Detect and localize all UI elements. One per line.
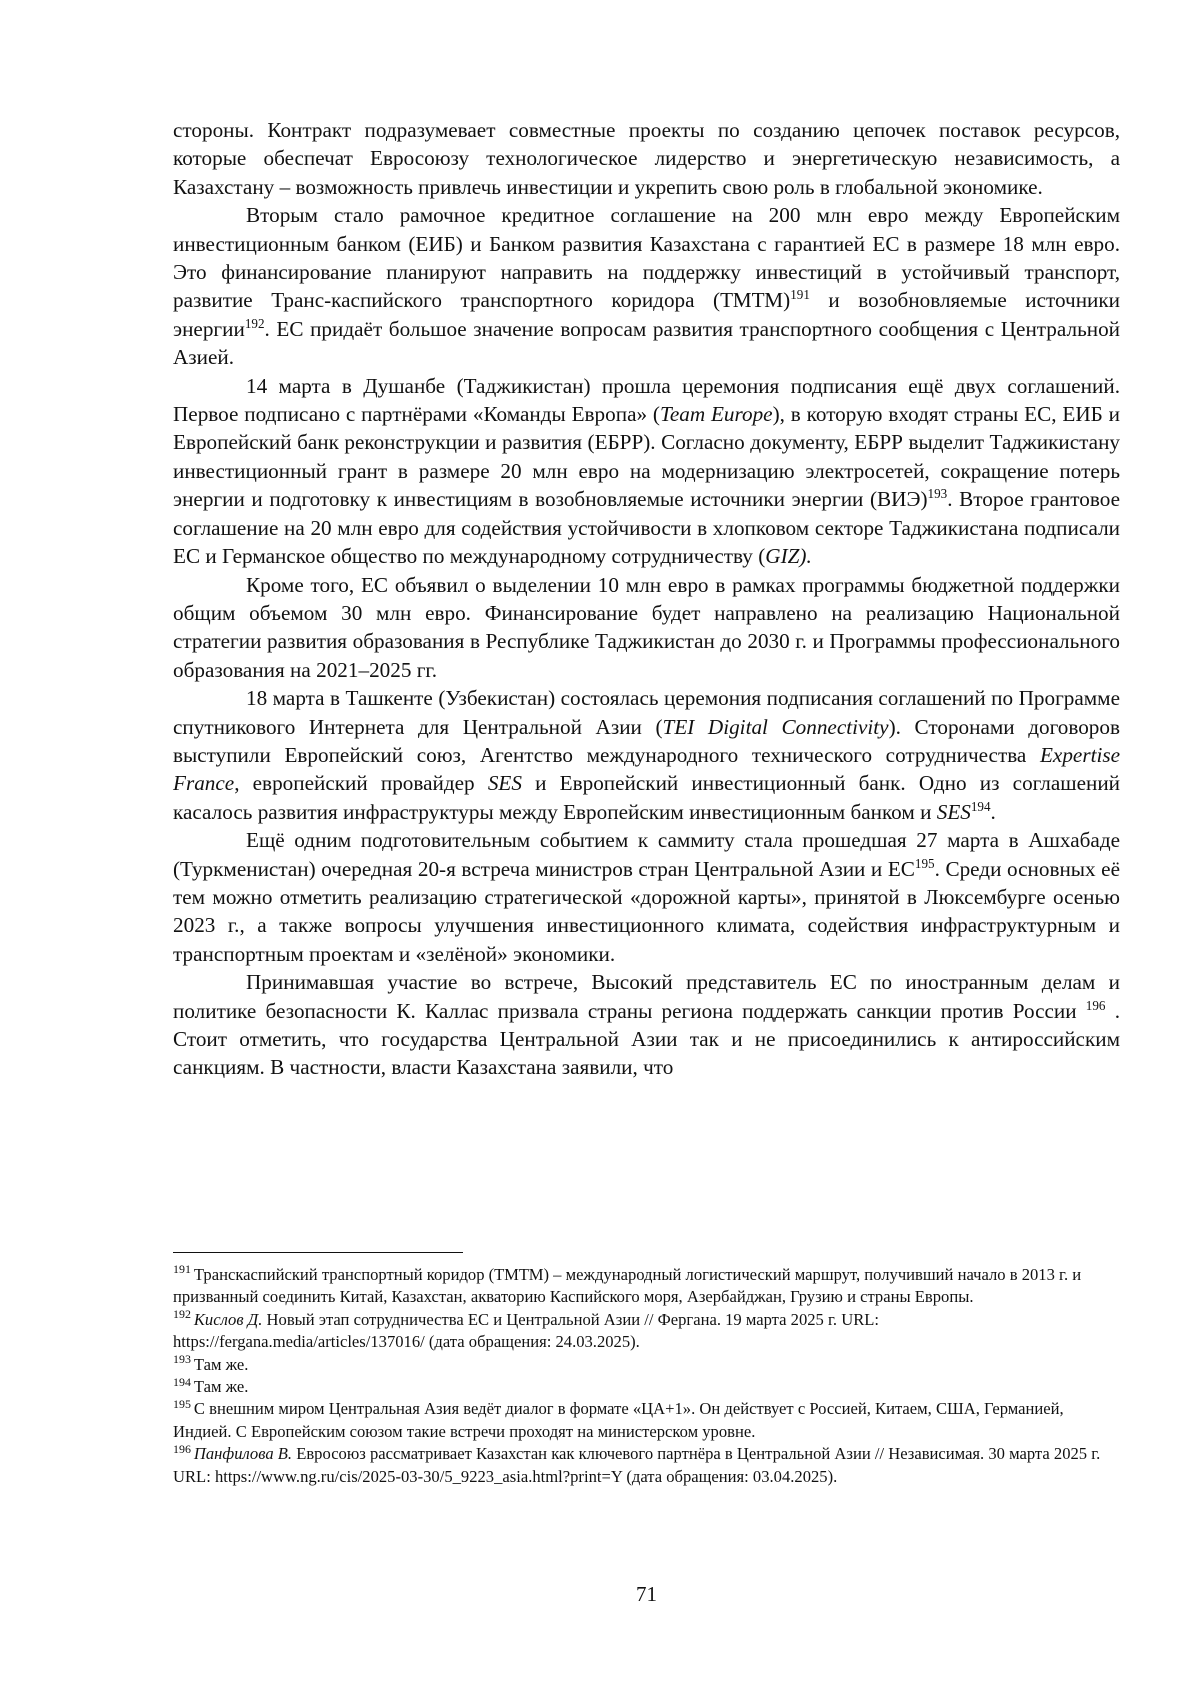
footnote-191 bbox=[173, 1264, 1120, 1309]
italic-term: GIZ). bbox=[765, 544, 812, 569]
text-run: . ЕС придаёт большое значение вопросам развития транспортного сообщения с Центральной Азией. bbox=[173, 316, 1120, 370]
footnote-number: 191 bbox=[173, 1262, 191, 1277]
footnote-number: 195 bbox=[173, 1396, 191, 1411]
footnote-separator bbox=[173, 1252, 463, 1253]
text-run: Принимавшая участие во встрече, Высокий представитель ЕС по иностранным делам и политике безопасности К. Каллас призвала страны региона поддержать санкции против России bbox=[173, 970, 1120, 1023]
text-run: Ещё одним подготовительным событием к саммиту стала прошедшая 27 марта в Ашхабаде (Туркменистан) очередная 20-я встреча министров стран Центральной Азии и ЕС bbox=[173, 828, 1120, 881]
italic-term: Team Europe bbox=[659, 402, 773, 427]
paragraph-4 bbox=[173, 571, 1120, 685]
footnote-ref-195[interactable]: 195 bbox=[914, 855, 935, 871]
text-run: и Европейский инвестиционный банк. Одно из соглашений касалось развития инфраструктуры между Европейским инвестиционным банком и bbox=[173, 771, 1120, 824]
text-run: и возобновляемые источники энергии bbox=[173, 288, 1121, 341]
footnote-196 bbox=[173, 1443, 1120, 1488]
paragraph-7 bbox=[173, 968, 1120, 1082]
text-run: Вторым стало рамочное кредитное соглашение на 200 млн евро между Европейским инвестиционным банком (ЕИБ) и Банком развития Казахстана с гарантией ЕС в размере 18 млн евро. Это финансирование планируют направить на поддержку инвестиций в устойчивый транспорт, развитие Транс-каспийского транспортного коридора (ТМТМ) bbox=[173, 203, 1120, 313]
text-run: ), в которую входят страны ЕС, ЕИБ и Европейский банк реконструкции и развития (ЕБРР). Согласно документу, ЕБРР выделит Таджикистану инвестиционный грант в размере 20 млн евро на модернизацию электросетей, сокращение потерь энергии и подготовку к инвестициям в возобновляемые источники энергии (ВИЭ) bbox=[173, 402, 1120, 512]
paragraph-3 bbox=[173, 372, 1120, 571]
text-run: , европейский провайдер bbox=[234, 771, 488, 796]
footnote-text: Там же. bbox=[193, 1354, 249, 1374]
text-run: 18 марта в Ташкенте (Узбекистан) состоялась церемония подписания соглашений по Программе спутникового Интернета для Центральной Азии ( bbox=[173, 686, 1120, 739]
italic-term: TEI Digital Connectivity bbox=[662, 714, 889, 739]
text-run: Кроме того, ЕС объявил о выделении 10 млн евро в рамках программы бюджетной поддержки общим объемом 30 млн евро. Финансирование будет направлено на реализацию Национальной стратегии развития образования в Республике Таджикистан до 2030 г. и Программы профессионального образования на 2021–2025 гг. bbox=[173, 572, 1120, 682]
footnote-number: 194 bbox=[173, 1374, 191, 1389]
footnote-text: Транскаспийский транспортный коридор (ТМТМ) – международный логистический маршрут, получивший начало в 2013 г. и призванный соединить Китай, Казахстан, акваторию Каспийского моря, Азербайджан, Грузию и страны Европы. bbox=[173, 1265, 1082, 1307]
footnote-author: Панфилова В. bbox=[193, 1444, 293, 1464]
footnote-number: 192 bbox=[173, 1307, 191, 1322]
footnote-ref-196[interactable]: 196 bbox=[1085, 997, 1106, 1013]
main-text bbox=[173, 116, 1120, 1082]
text-run: . Среди основных её тем можно отметить реализацию стратегической «дорожной карты», принятой в Люксембурге осенью 2023 г., а также вопросы улучшения инвестиционного климата, содействия инфраструктурным и транспортным проектам и «зелёной» экономики. bbox=[173, 856, 1120, 966]
text-run: . Второе грантовое соглашение на 20 млн евро для содействия устойчивости в хлопковом секторе Таджикистана подписали ЕС и Германское общество по международному сотрудничеству ( bbox=[173, 487, 1121, 569]
text-run: . Стоит отметить, что государства Центральной Азии так и не присоединились к антироссийским санкциям. В частности, власти Казахстана заявили, что bbox=[173, 998, 1121, 1080]
footnote-193 bbox=[173, 1354, 1120, 1376]
footnote-text: С внешним миром Центральная Азия ведёт диалог в формате «ЦА+1». Он действует с Россией, Китаем, США, Германией, Индией. С Европейским союзом такие встречи проходят на министерском уровне. bbox=[173, 1399, 1064, 1441]
text-run: стороны. Контракт подразумевает совместные проекты по созданию цепочек поставок ресурсов, которые обеспечат Евросоюзу технологическое лидерство и энергетическую независимость, а Казахстану – возможность привлечь инвестиции и укрепить свою роль в глобальной экономике. bbox=[173, 118, 1120, 199]
text-run: . bbox=[990, 799, 996, 824]
italic-term: SES bbox=[936, 799, 971, 824]
page-number: 71 bbox=[636, 1582, 657, 1606]
italic-term: SES bbox=[487, 771, 522, 796]
paragraph-5 bbox=[173, 684, 1120, 826]
footnote-text: Новый этап сотрудничества ЕС и Центральной Азии // Фергана. 19 марта 2025 г. URL: https://fergana.media/articles/137016/ (дата обращения: 24.03.2025). bbox=[173, 1309, 880, 1352]
footnote-author: Кислов Д. bbox=[193, 1309, 263, 1329]
text-run: ). Сторонами договоров выступили Европейский союз, Агентство международного технического сотрудничества bbox=[173, 714, 1120, 767]
footnote-ref-193[interactable]: 193 bbox=[927, 486, 948, 502]
footnote-194 bbox=[173, 1376, 1120, 1398]
footnote-ref-191[interactable]: 191 bbox=[790, 287, 810, 303]
footnote-192 bbox=[173, 1309, 1120, 1354]
text-run: 14 марта в Душанбе (Таджикистан) прошла церемония подписания ещё двух соглашений. Первое подписано с партнёрами «Команды Европа» ( bbox=[173, 373, 1120, 427]
paragraph-2 bbox=[173, 201, 1120, 371]
footnote-text: Там же. bbox=[193, 1377, 249, 1397]
footnote-text: Евросоюз рассматривает Казахстан как ключевого партнёра в Центральной Азии // Независимая. 30 марта 2025 г. URL: https://www.ng.ru/cis/2025-03-30/5_9223_asia.html?print=Y (дата обращения: 03.04.2025). bbox=[173, 1444, 1101, 1486]
paragraph-6 bbox=[173, 826, 1120, 968]
footnote-ref-192[interactable]: 192 bbox=[244, 315, 265, 331]
footnote-number: 196 bbox=[173, 1441, 191, 1456]
footnote-ref-194[interactable]: 194 bbox=[970, 798, 991, 814]
footnote-number: 193 bbox=[173, 1352, 191, 1367]
paragraph-1 bbox=[173, 116, 1120, 201]
italic-term: Expertise France bbox=[173, 742, 1120, 796]
footnotes bbox=[173, 1264, 1120, 1488]
footnote-195 bbox=[173, 1398, 1120, 1443]
